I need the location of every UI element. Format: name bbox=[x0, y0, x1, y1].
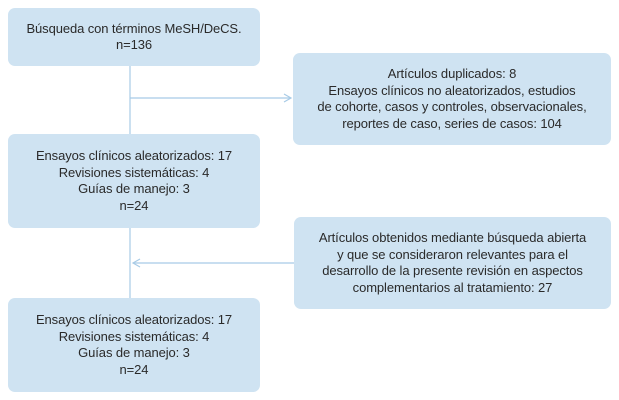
selected-line: Revisiones sistemáticas: 4 bbox=[58, 164, 210, 180]
added-line: Artículos obtenidos mediante búsqueda abierta bbox=[318, 230, 587, 245]
final-line: Ensayos clínicos aleatorizados: 17 bbox=[35, 312, 233, 327]
excluded-line: de cohorte, casos y controles, observacionales, bbox=[317, 99, 587, 114]
final-line: Guías de manejo: 3 bbox=[78, 345, 190, 360]
added-line: complementarios al tratamiento: 27 bbox=[352, 279, 553, 295]
added-line: y que se consideraron relevantes para el bbox=[337, 246, 568, 262]
search-count: n=136 bbox=[115, 37, 152, 52]
search-line: Búsqueda con términos MeSH/DeCS. bbox=[26, 20, 242, 36]
excluded-box bbox=[293, 53, 611, 145]
selected-line: Ensayos clínicos aleatorizados: 17 bbox=[35, 148, 233, 163]
added-line: desarrollo de la presente revisión en aspectos bbox=[322, 263, 583, 278]
excluded-line: reportes de caso, series de casos: 104 bbox=[342, 115, 562, 131]
final-box bbox=[8, 298, 260, 392]
search-box bbox=[8, 8, 260, 66]
added-box bbox=[294, 217, 611, 309]
final-line: Revisiones sistemáticas: 4 bbox=[58, 328, 210, 344]
selected-count: n=24 bbox=[119, 197, 149, 213]
excluded-line: Artículos duplicados: 8 bbox=[387, 66, 517, 81]
final-count: n=24 bbox=[119, 361, 149, 377]
selected-line: Guías de manejo: 3 bbox=[78, 181, 190, 196]
selected-box bbox=[8, 134, 260, 228]
excluded-line: Ensayos clínicos no aleatorizados, estudios bbox=[328, 82, 576, 98]
